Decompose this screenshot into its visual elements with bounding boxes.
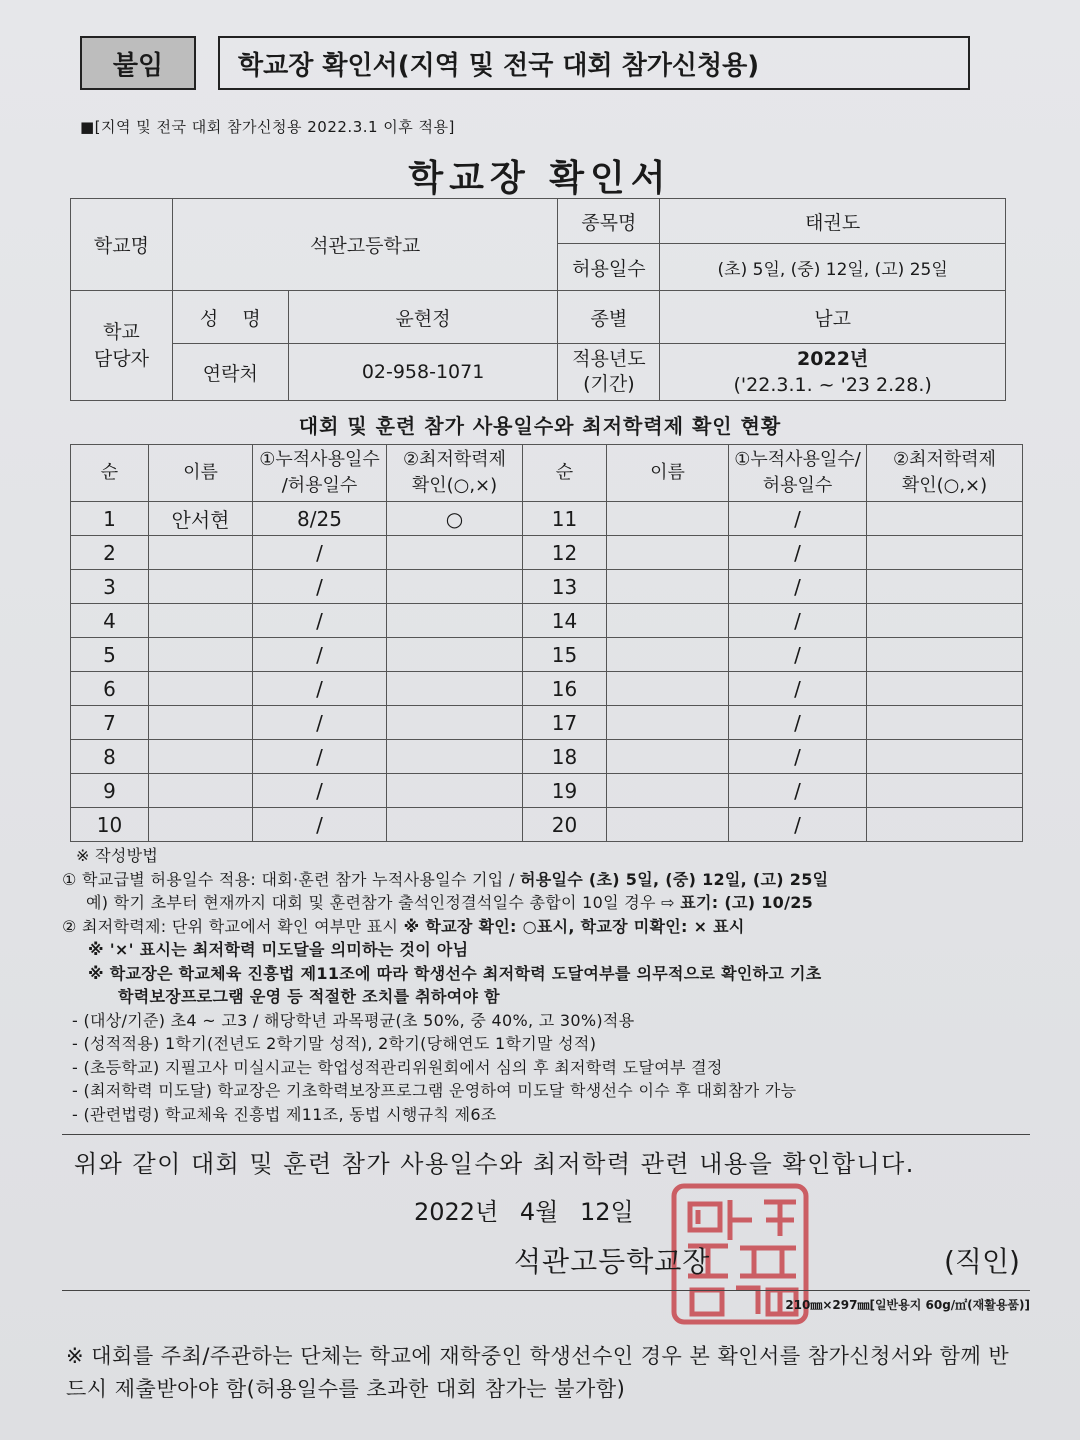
applies-note: ■[지역 및 전국 대회 참가신청용 2022.3.1 이후 적용] [80,118,455,136]
confirmation-statement: 위와 같이 대회 및 훈련 참가 사용일수와 최저학력 관련 내용을 확인합니다. [74,1150,915,1178]
detail-5: - (관련법령) 학교체육 진흥법 제11조, 동법 시행규칙 제6조 [72,1104,497,1124]
usage-table [70,444,1023,842]
school-value: 석관고등학교 [172,199,558,291]
table-cell: / [729,808,867,842]
table-cell [387,706,523,740]
divider-top [62,1134,1030,1135]
note-1: ① 학교급별 허용일수 적용: 대회·훈련 참가 누적사용일수 기입 / 허용일수 (초) 5일, (중) 12일, (고) 25일 [62,869,829,889]
writing-method-notes [62,844,1042,1126]
notes-heading: ※ 작성방법 [76,846,159,865]
table-cell: / [729,570,867,604]
table-cell: 18 [523,740,607,774]
footer-note: ※ 대회를 주최/주관하는 단체는 학교에 재학중인 학생선수인 경우 본 확인서를 참가신청서와 함께 반드시 제출받아야 함(허용일수를 초과한 대회 참가는 불가함) [66,1344,1010,1401]
table-cell [149,604,253,638]
detail-2: - (성적적용) 1학기(전년도 2학기말 성적), 2학기(당해연도 1학기말 성적) [72,1034,597,1053]
table-cell [867,536,1023,570]
status-title: 대회 및 훈련 참가 사용일수와 최저학력제 확인 현황 [298,414,782,438]
table-header-cell: 이름 [607,445,729,502]
issue-date: 2022년 4월 12일 [414,1198,634,1226]
table-cell [867,638,1023,672]
table-header-cell: 이름 [149,445,253,502]
note-1-example: 예) 학기 초부터 현재까지 대회 및 훈련참가 출석인정결석일수 총합이 10일 경우 ⇨ 표기: (고) 10/25 [86,893,814,912]
document-title: 학교장 확인서 [408,158,672,199]
signer-name: 석관고등학교장 [514,1245,711,1278]
table-cell [607,570,729,604]
table-cell: / [253,536,387,570]
table-cell [387,774,523,808]
table-cell [149,536,253,570]
table-cell: 20 [523,808,607,842]
table-cell: / [253,808,387,842]
table-cell [387,536,523,570]
table-cell: 6 [71,672,149,706]
year-period: ('22.3.1. ~ '23 2.28.) [733,374,932,396]
contact-value: 02-958-1071 [288,344,558,401]
table-cell [867,570,1023,604]
table-cell: / [729,638,867,672]
table-cell: / [729,774,867,808]
divider-bottom [62,1290,1030,1291]
table-cell: / [729,706,867,740]
table-cell: 4 [71,604,149,638]
table-cell: / [729,604,867,638]
table-cell: 13 [523,570,607,604]
table-cell: 안서현 [149,502,253,536]
table-cell: / [253,774,387,808]
table-cell [607,604,729,638]
detail-3: - (초등학교) 지필고사 미실시교는 학업성적관리위원회에서 심의 후 최저학력 도달여부 결정 [72,1057,723,1077]
table-header-cell: ①누적사용일수/ 허용일수 [729,445,867,502]
allowed-label: 허용일수 [558,244,660,291]
year-cell [660,344,1006,401]
year-label: 적용년도 (기간) [558,344,660,401]
table-cell [387,740,523,774]
table-cell [607,502,729,536]
table-header-cell: 순 [523,445,607,502]
table-cell [607,774,729,808]
table-row [71,672,1023,706]
table-cell [607,740,729,774]
table-cell [607,706,729,740]
table-cell: / [729,502,867,536]
table-cell [867,706,1023,740]
table-cell: / [253,570,387,604]
table-cell: 2 [71,536,149,570]
seal-label: (직인) [944,1245,1020,1278]
table-cell [607,672,729,706]
manager-label: 학교 담당자 [71,291,173,401]
table-row [71,604,1023,638]
table-cell [387,672,523,706]
table-header-cell: ①누적사용일수 /허용일수 [253,445,387,502]
table-cell [607,638,729,672]
table-cell: 1 [71,502,149,536]
table-cell [149,740,253,774]
table-cell [149,706,253,740]
table-cell: 3 [71,570,149,604]
table-header-cell: 순 [71,445,149,502]
table-cell: 5 [71,638,149,672]
table-row [71,740,1023,774]
table-row [71,638,1023,672]
allowed-value: (초) 5일, (중) 12일, (고) 25일 [660,244,1006,291]
table-cell [867,808,1023,842]
table-cell: / [729,536,867,570]
table-cell: ○ [387,502,523,536]
table-cell [387,604,523,638]
table-cell [387,808,523,842]
table-cell: / [253,740,387,774]
table-cell: / [729,740,867,774]
note-4: ※ 학교장은 학교체육 진흥법 제11조에 따라 학생선수 최저학력 도달여부를 의무적으로 확인하고 기초 [88,963,822,983]
name-value: 윤현정 [288,291,558,344]
table-cell [867,740,1023,774]
table-cell: 11 [523,502,607,536]
type-value: 남고 [660,291,1006,344]
note-2: ② 최저학력제: 단위 학교에서 확인 여부만 표시 ※ 학교장 확인: ○표시, 학교장 미확인: × 표시 [62,916,745,936]
table-cell: 8 [71,740,149,774]
table-cell [149,774,253,808]
table-row [71,774,1023,808]
table-cell: 16 [523,672,607,706]
event-label: 종목명 [558,199,660,244]
paper-spec: 210㎜×297㎜[일반용지 60g/㎡(재활용품)] [785,1298,1030,1312]
table-cell: / [253,604,387,638]
table-cell [607,808,729,842]
name-label: 성 명 [172,291,288,344]
table-row [71,706,1023,740]
detail-4: - (최저학력 미도달) 학교장은 기초학력보장프로그램 운영하여 미도달 학생선수 이수 후 대회참가 가능 [72,1081,797,1100]
table-cell [867,604,1023,638]
contact-label: 연락처 [172,344,288,401]
table-row [71,502,1023,536]
event-value: 태권도 [660,199,1006,244]
note-5: 학력보장프로그램 운영 등 적절한 조치를 취하여야 함 [118,987,500,1006]
table-cell: / [253,706,387,740]
table-cell [149,570,253,604]
detail-1: - (대상/기준) 초4 ~ 고3 / 해당학년 과목평균(초 50%, 중 40%, 고 30%)적용 [72,1010,635,1030]
table-cell: 19 [523,774,607,808]
table-row [71,536,1023,570]
table-cell [867,502,1023,536]
table-cell: / [729,672,867,706]
table-cell [607,536,729,570]
table-cell [387,570,523,604]
table-cell [867,774,1023,808]
header-title: 학교장 확인서(지역 및 전국 대회 참가신청용) [218,36,970,90]
type-label: 종별 [558,291,660,344]
table-cell [149,672,253,706]
info-table [70,198,1006,401]
table-cell [149,638,253,672]
table-cell: 7 [71,706,149,740]
table-cell: 17 [523,706,607,740]
note-3: ※ '×' 표시는 최저학력 미도달을 의미하는 것이 아님 [88,940,469,959]
table-cell [867,672,1023,706]
table-row [71,570,1023,604]
table-cell: 10 [71,808,149,842]
table-cell [149,808,253,842]
table-cell: 12 [523,536,607,570]
table-cell: 15 [523,638,607,672]
year-value: 2022년 [797,348,869,370]
school-label: 학교명 [71,199,173,291]
table-cell: / [253,638,387,672]
table-cell: 14 [523,604,607,638]
table-header-cell: ②최저학력제 확인(○,×) [387,445,523,502]
table-header-row [71,445,1023,502]
table-cell: 9 [71,774,149,808]
table-cell [387,638,523,672]
table-cell: / [253,672,387,706]
table-row [71,808,1023,842]
table-cell: 8/25 [253,502,387,536]
table-header-cell: ②최저학력제 확인(○,×) [867,445,1023,502]
attachment-tag: 붙임 [80,36,196,90]
